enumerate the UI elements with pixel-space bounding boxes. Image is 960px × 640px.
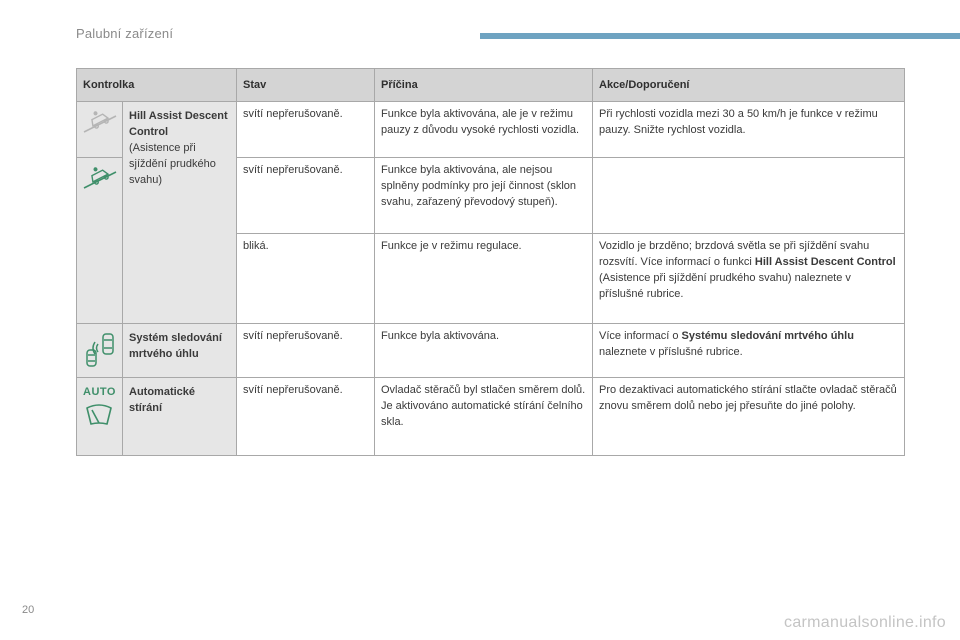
page-number: 20 bbox=[22, 604, 35, 616]
hill-assist-row3-stav: bliká. bbox=[237, 234, 375, 324]
watermark[interactable]: carmanualsonline.info bbox=[784, 614, 946, 631]
auto-wipe-icon-cell bbox=[77, 378, 123, 456]
hill-assist-icon-cell-2 bbox=[77, 158, 123, 324]
blind-spot-name bbox=[123, 324, 237, 378]
hill-assist-row3-akce-b: Hill Assist Descent Control bbox=[754, 256, 896, 268]
auto-wipe-pricina: Ovladač stěračů byl stlačen směrem dolů. Je aktivováno automatické stírání čelního skla. bbox=[375, 378, 593, 456]
auto-wipe-name bbox=[123, 378, 237, 456]
auto-wipe-name-bold: Automatické stírání bbox=[129, 386, 196, 414]
hill-assist-row1-akce: Při rychlosti vozidla mezi 30 a 50 km/h je funkce v režimu pauzy. Snižte rychlost vozidla. bbox=[593, 102, 905, 158]
indicator-table bbox=[76, 68, 905, 456]
hill-assist-name bbox=[123, 102, 237, 324]
windscreen-wiper-icon bbox=[85, 402, 113, 428]
table-header-row bbox=[77, 69, 905, 102]
blind-spot-stav: svítí nepřerušovaně. bbox=[237, 324, 375, 378]
header-accent-bar bbox=[480, 33, 960, 39]
header-akce: Akce/Doporučení bbox=[593, 69, 905, 102]
hill-assist-name-sub: (Asistence při sjíždění prudkého svahu) bbox=[129, 142, 216, 186]
hill-assist-icon-cell bbox=[77, 102, 123, 158]
blind-spot-icon-cell bbox=[77, 324, 123, 378]
header-kontrolka: Kontrolka bbox=[77, 69, 237, 102]
page-section-title: Palubní zařízení bbox=[76, 26, 174, 41]
hill-descent-green-icon bbox=[83, 166, 117, 190]
auto-wipe-stav: svítí nepřerušovaně. bbox=[237, 378, 375, 456]
hill-assist-row2-stav: svítí nepřerušovaně. bbox=[237, 158, 375, 234]
header-pricina: Příčina bbox=[375, 69, 593, 102]
blind-spot-akce-a: Více informací o bbox=[599, 330, 682, 342]
table-row bbox=[77, 324, 905, 378]
blind-spot-name-bold: Systém sledování mrtvého úhlu bbox=[129, 332, 222, 360]
auto-wipe-akce: Pro dezaktivaci automatického stírání stlačte ovladač stěračů znovu směrem dolů nebo jej přesuňte do jiné polohy. bbox=[593, 378, 905, 456]
header-stav: Stav bbox=[237, 69, 375, 102]
hill-assist-row2-akce bbox=[593, 158, 905, 234]
hill-assist-row3-pricina: Funkce je v režimu regulace. bbox=[375, 234, 593, 324]
blind-spot-akce bbox=[593, 324, 905, 378]
hill-assist-row2-pricina: Funkce byla aktivována, ale nejsou splněny podmínky pro její činnost (sklon svahu, zařazený převodový stupeň). bbox=[375, 158, 593, 234]
hill-assist-row3-akce bbox=[593, 234, 905, 324]
hill-descent-grey-icon bbox=[83, 110, 117, 134]
blind-spot-pricina: Funkce byla aktivována. bbox=[375, 324, 593, 378]
hill-assist-row3-akce-a: Vozidlo je brzděno; brzdová světla se při sjíždění svahu rozsvítí. Více informací o funkci bbox=[599, 240, 870, 268]
blind-spot-icon bbox=[83, 332, 117, 368]
hill-assist-row3-akce-c: (Asistence při sjíždění prudkého svahu) naleznete v příslušné rubrice. bbox=[599, 272, 851, 300]
blind-spot-akce-b: Systému sledování mrtvého úhlu bbox=[681, 330, 854, 342]
table-row bbox=[77, 102, 905, 158]
blind-spot-akce-c: naleznete v příslušné rubrice. bbox=[599, 346, 743, 358]
auto-label: AUTO bbox=[83, 386, 116, 398]
hill-assist-row1-pricina: Funkce byla aktivována, ale je v režimu pauzy z důvodu vysoké rychlosti vozidla. bbox=[375, 102, 593, 158]
hill-assist-row1-stav: svítí nepřerušovaně. bbox=[237, 102, 375, 158]
hill-assist-name-bold: Hill Assist Descent Control bbox=[129, 110, 228, 138]
table-row bbox=[77, 378, 905, 456]
